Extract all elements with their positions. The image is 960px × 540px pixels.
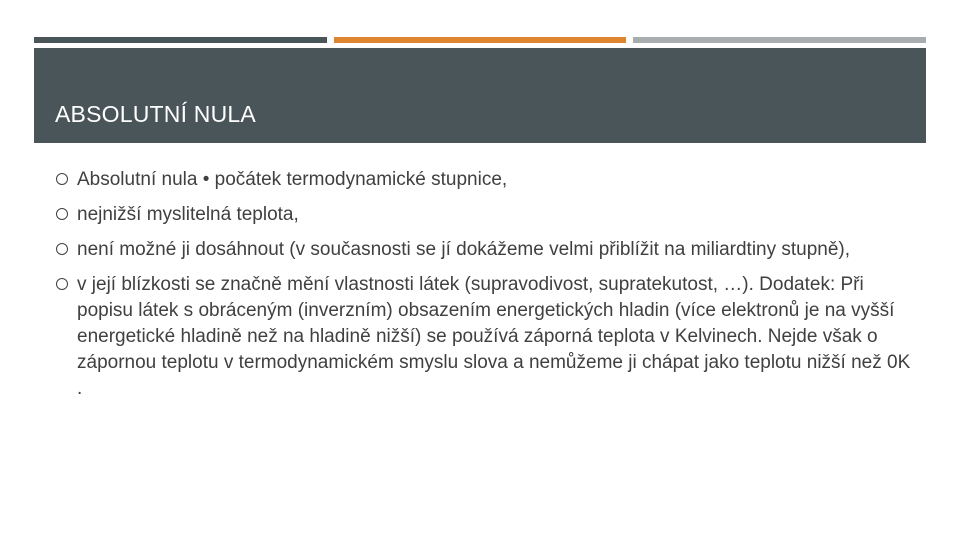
bullet-item (56, 202, 916, 228)
bullet-text: v její blízkosti se značně mění vlastnosti látek (supravodivost, supratekutost, …). Dodatek: Při popisu látek s obráceným (inverzním) obsazením energetických hladin (více elektronů je na vyšší energetické hladině než na hladině nižší) se používá záporná teplota v Kelvinech. Nejde však o zápornou teplotu v termodynamickém smyslu slova a nemůžeme ji chápat jako teplotu nižší než 0K . (77, 274, 911, 399)
bullet-list (56, 167, 916, 411)
bullet-text: nejnižší myslitelná teplota, (77, 204, 299, 225)
accent-bar-orange (334, 37, 626, 43)
bullet-text: Absolutní nula • počátek termodynamické stupnice, (77, 169, 508, 190)
accent-bar-gray (633, 37, 926, 43)
hollow-circle-icon (56, 208, 68, 220)
slide-title: ABSOLUTNÍ NULA (55, 101, 256, 127)
hollow-circle-icon (56, 278, 68, 290)
bullet-item (56, 167, 916, 193)
title-band (34, 48, 926, 143)
accent-bar-dark (34, 37, 327, 43)
bullet-item (56, 272, 916, 402)
bullet-text: není možné ji dosáhnout (v současnosti se jí dokážeme velmi přiblížit na miliardtiny stupně), (77, 239, 851, 260)
bullet-item (56, 237, 916, 263)
hollow-circle-icon (56, 173, 68, 185)
hollow-circle-icon (56, 243, 68, 255)
